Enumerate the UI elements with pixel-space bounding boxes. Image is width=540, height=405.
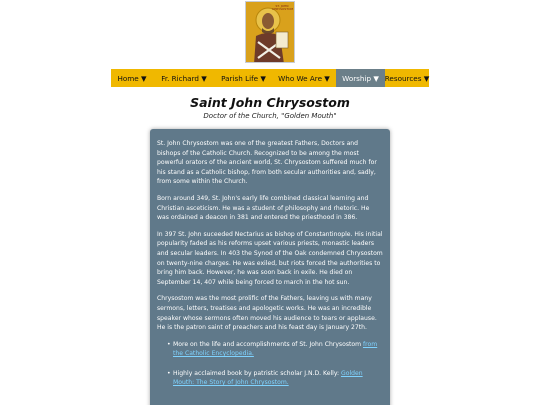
list-item bbox=[167, 369, 383, 388]
paragraph-early-life: Born around 349, St. John's early life combined classical learning and Christian asceticism. He was a student of philosophy and rhetoric. He was ordained a deacon in 381 and entered the priesthood in 386. bbox=[157, 194, 370, 222]
list-item-text: Highly acclaimed book by patristic scholar J.N.D. Kelly: bbox=[173, 369, 341, 377]
paragraph-bishop: In 397 St. John suceeded Nectarius as bishop of Constantinople. His initial popularity faded as his reforms upset various priests, monastic leaders and secular leaders. In 403 the Synod of the Oak condemned Chrysostom on twenty-nine charges. He was exiled, but riots forced the authorities to bring him back. However, he was soon back in exile. He died on September 14, 407 while being forced to march in the hot sun. bbox=[157, 230, 383, 286]
nav-item-parish-life[interactable]: Parish Life ▼ bbox=[221, 73, 266, 83]
catholic-encyclopedia-link[interactable]: from the Catholic Encyclopedia. bbox=[173, 340, 378, 358]
golden-mouth-book-link[interactable]: Golden Mouth: The Story of John Chrysostom. bbox=[173, 369, 363, 387]
icon-caption: ST. JOHN CHRYSOSTOM bbox=[272, 4, 294, 12]
page-title: Saint John Chrysostom bbox=[190, 95, 350, 110]
page-subtitle: Doctor of the Church, "Golden Mouth" bbox=[203, 112, 337, 120]
nav-item-who-we-are[interactable]: Who We Are ▼ bbox=[278, 73, 330, 83]
saint-icon-image bbox=[245, 1, 295, 63]
content-panel bbox=[150, 129, 390, 405]
bullet-icon: • bbox=[167, 340, 171, 348]
resource-list bbox=[157, 340, 383, 388]
bullet-icon: • bbox=[167, 369, 171, 377]
nav-item-home[interactable]: Home ▼ bbox=[117, 73, 147, 83]
nav-item-resources[interactable]: Resources ▼ bbox=[384, 73, 430, 83]
main-nav bbox=[111, 69, 429, 87]
list-item-text: More on the life and accomplishments of St. John Chrysostom bbox=[173, 340, 363, 348]
nav-item-worship[interactable]: Worship ▼ bbox=[336, 69, 385, 87]
paragraph-legacy: Chrysostom was the most prolific of the Fathers, leaving us with many sermons, letters, treatises and apologetic works. He was an incredible speaker whose sermons often moved his audience to tears or applause. He is the patron saint of preachers and his feast day is January 27th. bbox=[157, 295, 377, 332]
paragraph-intro: St. John Chrysostom was one of the greatest Fathers, Doctors and bishops of the Catholic Church. Recognized to be among the most powerful orators of the ancient world, St. Chrysostom suffered much for his stand as a Catholic bishop, from both secular authorities and, sadly, from some within the Church. bbox=[157, 140, 377, 186]
nav-item-fr-richard[interactable]: Fr. Richard ▼ bbox=[161, 73, 207, 83]
list-item bbox=[167, 340, 383, 359]
